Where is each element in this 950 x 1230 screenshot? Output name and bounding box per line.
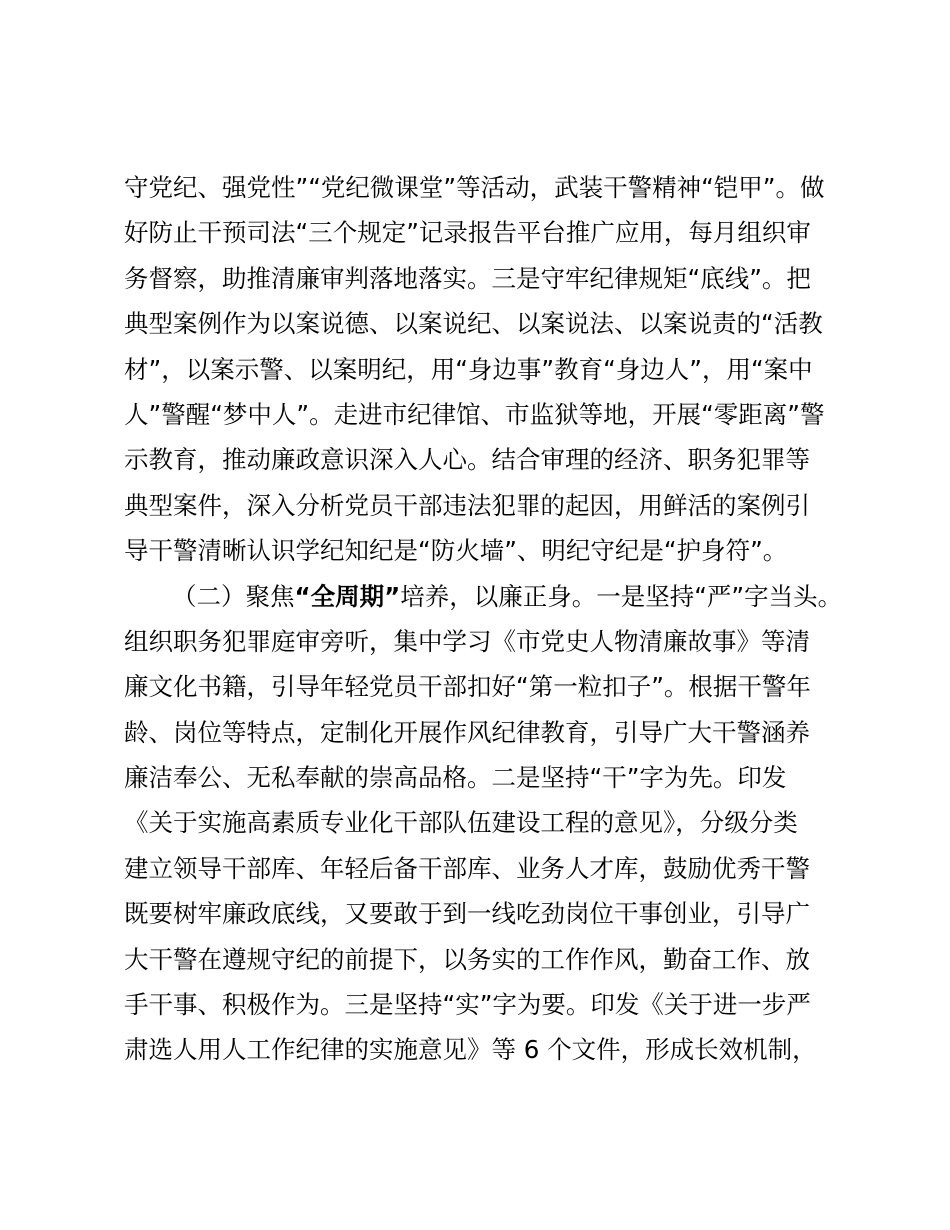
text-line: 肃选人用人工作纪律的实施意见》等 6 个文件，形成长效机制， <box>124 1035 817 1065</box>
body-text <box>124 165 844 1073</box>
text-line: 典型案件，深入分析党员干部违法犯罪的起因，用鲜活的案例引 <box>124 490 810 520</box>
text-line: 好防止干预司法“三个规定”记录报告平台推广应用，每月组织审 <box>124 218 811 248</box>
text-line: 守党纪、强党性”“党纪微课堂”等活动，武装干警精神“铠甲”。做 <box>124 173 825 202</box>
text-line: 廉洁奉公、无私奉献的崇高品格。二是坚持“干”字为先。印发 <box>124 763 787 793</box>
text-line: 既要树牢廉政底线，又要敢于到一线吃劲岗位干事创业，引导广 <box>124 899 810 929</box>
text-line: 材”，以案示警、以案明纪，用“身边事”教育“身边人”，用“案中 <box>124 354 813 384</box>
text-line: 典型案例作为以案说德、以案说纪、以案说法、以案说责的“活教 <box>124 309 823 339</box>
text-line: 务督察，助推清廉审判落地落实。三是守牢纪律规矩“底线”。把 <box>124 263 811 293</box>
paragraph-2 <box>124 574 844 1073</box>
text-line: 大干警在遵规守纪的前提下，以务实的工作作风，勤奋工作、放 <box>124 944 810 974</box>
text-line: 建立领导干部库、年轻后备干部库、业务人才库，鼓励优秀干警 <box>124 853 810 883</box>
text-line: 手干事、积极作为。三是坚持“实”字为要。印发《关于进一步严 <box>124 990 811 1020</box>
section-heading-line <box>124 574 844 619</box>
heading-suffix: 培养，以廉正身。一是坚持“严”字当头。 <box>400 581 843 611</box>
text-line: 龄、岗位等特点，定制化开展作风纪律教育，引导广大干警涵养 <box>124 717 810 747</box>
text-line: 导干警清晰认识学纪知纪是“防火墙”、明纪守纪是“护身符”。 <box>124 536 788 566</box>
text-line: 人”警醒“梦中人”。走进市纪律馆、市监狱等地，开展“零距离”警 <box>124 399 825 429</box>
text-line: 廉文化书籍，引导年轻党员干部扣好“第一粒扣子”。根据干警年 <box>124 672 811 702</box>
text-line: 示教育，推动廉政意识深入人心。结合审理的经济、职务犯罪等 <box>124 445 810 475</box>
paragraph-1 <box>124 165 844 574</box>
heading-prefix: （二）聚焦 <box>172 581 295 611</box>
text-line: 组织职务犯罪庭审旁听，集中学习《市党史人物清廉故事》等清 <box>124 626 810 656</box>
heading-emphasis: “全周期” <box>294 581 401 611</box>
text-line: 《关于实施高素质专业化干部队伍建设工程的意见》，分级分类 <box>124 808 798 838</box>
